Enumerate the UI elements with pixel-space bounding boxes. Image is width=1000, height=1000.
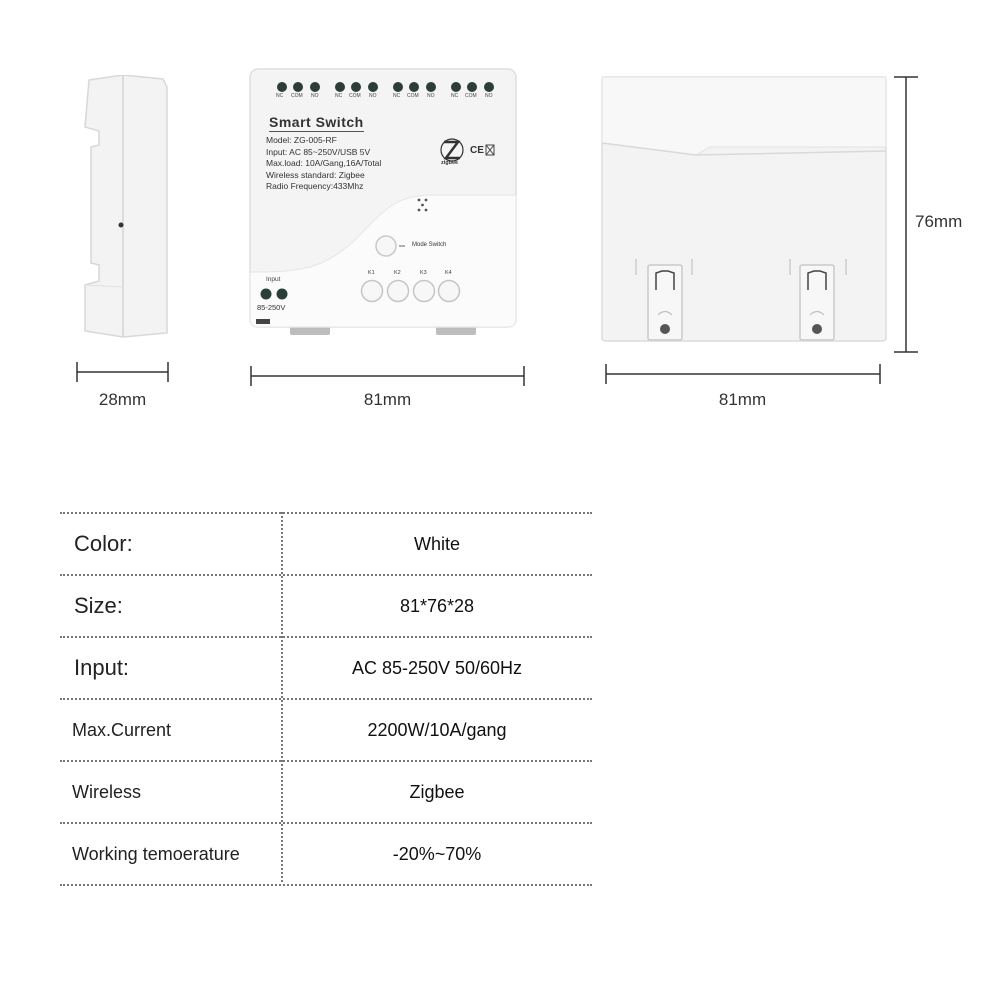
key-label-k2: K2 xyxy=(394,270,401,276)
spec-key: Color: xyxy=(74,531,133,556)
dimension-back-width: 81mm xyxy=(718,390,767,409)
spec-value: AC 85-250V 50/60Hz xyxy=(351,657,523,678)
terminal-label: COM xyxy=(407,93,419,99)
spec-value: White xyxy=(413,533,460,554)
device-info-model: Model: ZG-005-RF xyxy=(266,135,337,145)
dimension-side-width: 28mm xyxy=(98,390,147,409)
key-label-k3: K3 xyxy=(420,270,427,276)
spec-key: Max.Current xyxy=(72,719,172,740)
terminal-label: NO xyxy=(485,93,493,99)
spec-row-input xyxy=(60,636,592,698)
key-label-k4: K4 xyxy=(445,270,452,276)
spec-row-size xyxy=(60,574,592,636)
device-title: Smart Switch xyxy=(269,114,364,130)
zigbee-logo-label: zigbee xyxy=(441,160,459,166)
spec-table-column-divider xyxy=(281,512,283,882)
spec-key: Size: xyxy=(74,593,123,618)
spec-row-working-temperature xyxy=(60,822,592,886)
spec-key: Working temoerature xyxy=(72,843,240,864)
spec-value: 81*76*28 xyxy=(399,595,475,616)
mode-switch-label: Mode Switch xyxy=(412,242,447,248)
terminal-label: COM xyxy=(465,93,477,99)
spec-row-wireless xyxy=(60,760,592,822)
input-label: Input xyxy=(266,276,281,283)
spec-row-max-current xyxy=(60,698,592,760)
dimension-lines xyxy=(0,0,1000,420)
spec-value: -20%~70% xyxy=(392,843,482,864)
key-label-k1: K1 xyxy=(368,270,375,276)
terminal-label: NO xyxy=(311,93,319,99)
spec-value: 2200W/10A/gang xyxy=(367,719,507,740)
terminal-label: NC xyxy=(335,93,343,99)
dimension-height: 76mm xyxy=(915,212,963,231)
terminal-label: COM xyxy=(291,93,303,99)
ce-mark: CE xyxy=(470,145,484,156)
spec-value: Zigbee xyxy=(409,781,465,802)
dimension-front-width: 81mm xyxy=(363,390,412,409)
terminal-label: COM xyxy=(349,93,361,99)
device-info-maxload: Max.load: 10A/Gang,16A/Total xyxy=(266,158,382,168)
device-info-wireless: Wireless standard: Zigbee xyxy=(266,169,365,180)
spec-row-color xyxy=(60,512,592,574)
spec-key: Input: xyxy=(74,655,130,680)
input-voltage-label: 85-250V xyxy=(257,303,286,312)
terminal-label: NC xyxy=(393,93,401,99)
terminal-label: NO xyxy=(427,93,435,99)
device-info-frequency: Radio Frequency:433Mhz xyxy=(266,181,364,191)
spec-key: Wireless xyxy=(72,781,142,802)
terminal-label: NC xyxy=(451,93,459,99)
terminal-label: NO xyxy=(369,93,377,99)
device-info-input: Input: AC 85~250V/USB 5V xyxy=(266,146,371,157)
terminal-label: NC xyxy=(276,93,284,99)
spec-table xyxy=(60,512,592,886)
